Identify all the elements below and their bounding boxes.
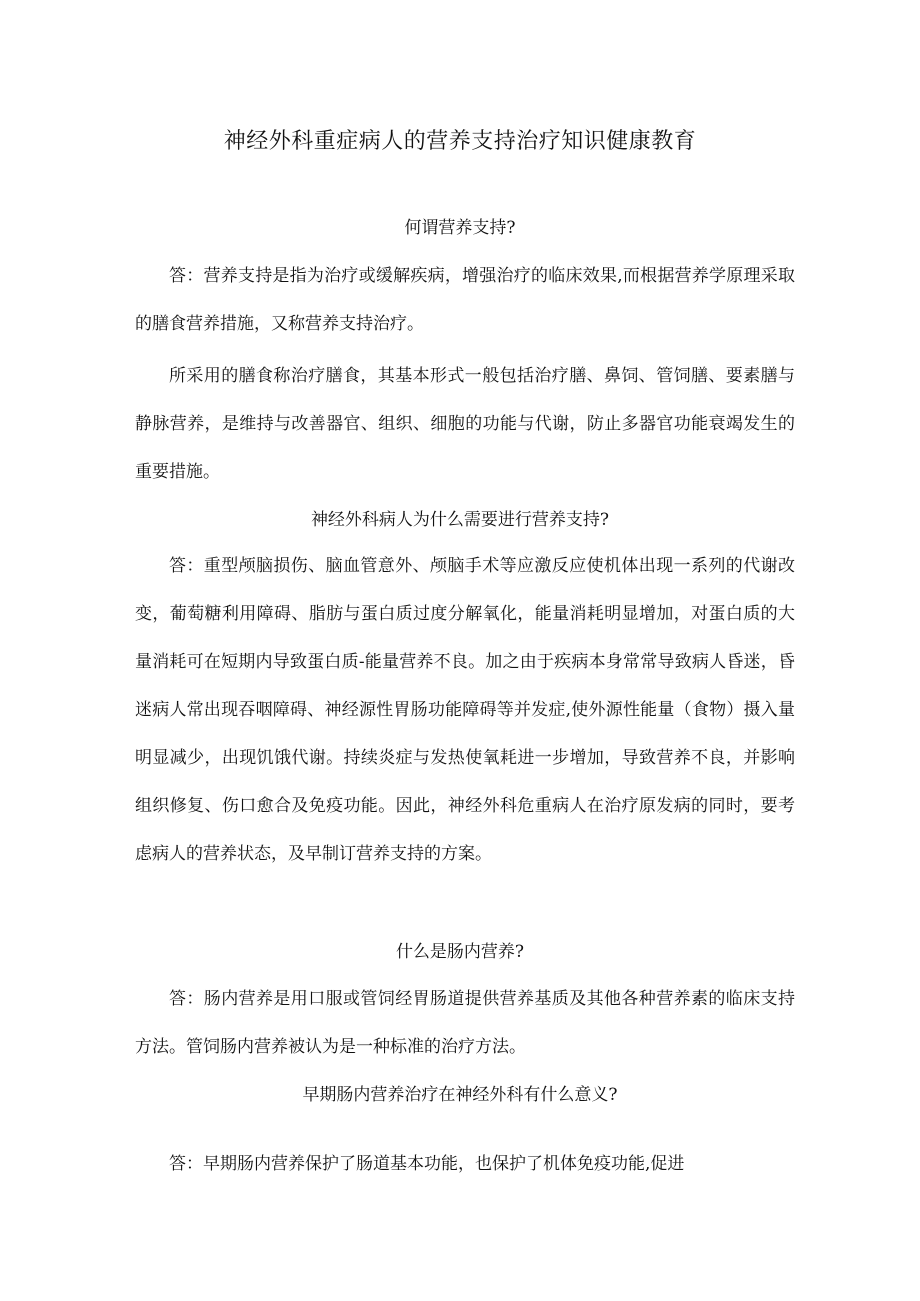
section-heading: 早期肠内营养治疗在神经外科有什么意义? xyxy=(302,1085,618,1105)
section-heading: 神经外科病人为什么需要进行营养支持? xyxy=(310,510,610,530)
paragraph: 答：重型颅脑损伤、脑血管意外、颅脑手术等应激反应使机体出现一系列的代谢改变，葡萄糖利用障碍、脂肪与蛋白质过度分解氧化，能量消耗明显增加，对蛋白质的大量消耗可在短期内导致蛋白质-能量营养不良。加之由于疾病本身常常导致病人昏迷，昏迷病人常出现吞咽障碍、神经源性胃肠功能障碍等并发症,使外源性能量（食物）摄入量明显减少，出现饥饿代谢。持续炎症与发热使氧耗进一步增加，导致营养不良，并影响组织修复、伤口愈合及免疫功能。因此，神经外科危重病人在治疗原发病的同时，要考虑病人的营养状态，及早制订营养支持的方案。 xyxy=(135,556,795,864)
section-heading: 什么是肠内营养? xyxy=(395,942,525,962)
paragraph: 答：早期肠内营养保护了肠道基本功能，也保护了机体免疫功能,促进 xyxy=(169,1154,685,1174)
paragraph: 答：肠内营养是用口服或管饲经胃肠道提供营养基质及其他各种营养素的临床支持方法。管饲肠内营养被认为是一种标准的治疗方法。 xyxy=(135,989,795,1057)
document-title: 神经外科重症病人的营养支持治疗知识健康教育 xyxy=(223,129,697,154)
paragraph: 答：营养支持是指为治疗或缓解疾病，增强治疗的临床效果,而根据营养学原理采取的膳食营养措施，又称营养支持治疗。 xyxy=(135,266,795,334)
section-heading: 何谓营养支持? xyxy=(404,218,516,238)
paragraph: 所采用的膳食称治疗膳食，其基本形式一般包括治疗膳、鼻饲、管饲膳、要素膳与静脉营养，是维持与改善器官、组织、细胞的功能与代谢，防止多器官功能衰竭发生的重要措施。 xyxy=(135,366,795,482)
